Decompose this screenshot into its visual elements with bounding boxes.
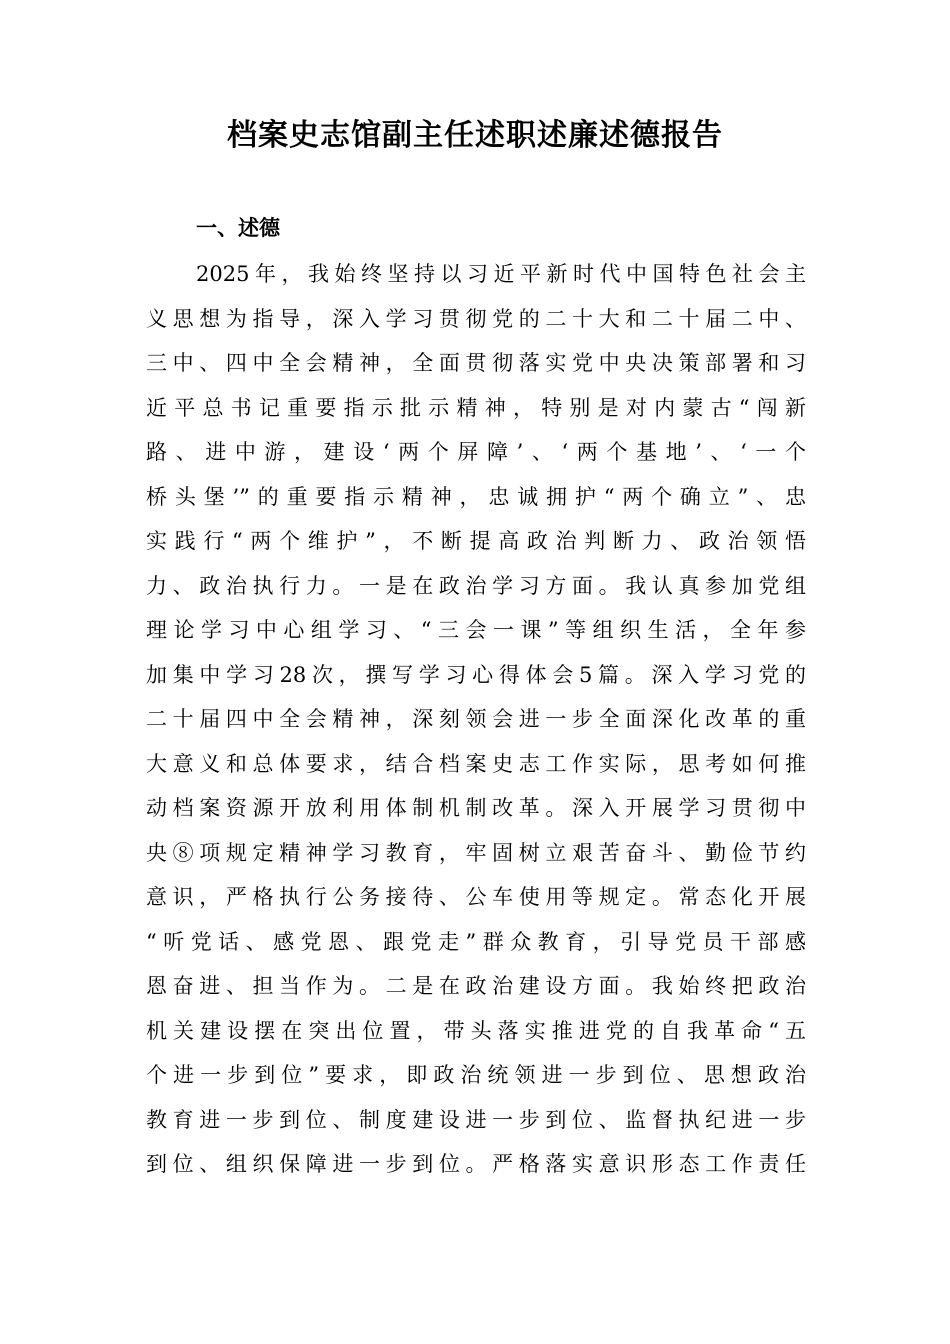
paragraph-line: 力、政治执行力。一是在政治学习方面。我认真参加党组 bbox=[146, 573, 806, 598]
paragraph-line: 教育进一步到位、制度建设进一步到位、监督执纪进一步 bbox=[146, 1107, 806, 1132]
paragraph-line: 机关建设摆在突出位置，带头落实推进党的自我革命“五 bbox=[146, 1018, 806, 1043]
paragraph-line: 理论学习中心组学习、“三会一课”等组织生活，全年参 bbox=[146, 618, 806, 642]
paragraph-line: 三中、四中全会精神，全面贯彻落实党中央决策部署和习 bbox=[146, 351, 806, 375]
paragraph-line: 个进一步到位”要求，即政治统领进一步到位、思想政治 bbox=[146, 1063, 806, 1087]
body-paragraph bbox=[146, 252, 806, 1187]
paragraph-line: “听党话、感党恩、跟党走”群众教育，引导党员干部感 bbox=[146, 929, 806, 954]
paragraph-line: 动档案资源开放利用体制机制改革。深入开展学习贯彻中 bbox=[146, 796, 806, 820]
paragraph-line: 实践行“两个维护”，不断提高政治判断力、政治领悟 bbox=[146, 529, 806, 553]
paragraph-line: 2025年，我始终坚持以习近平新时代中国特色社会主 bbox=[196, 262, 806, 286]
paragraph-line: 到位、组织保障进一步到位。严格落实意识形态工作责任 bbox=[146, 1152, 806, 1176]
paragraph-line: 桥头堡’”的重要指示精神，忠诚拥护“两个确立”、忠 bbox=[146, 484, 806, 509]
paragraph-line: 恩奋进、担当作为。二是在政治建设方面。我始终把政治 bbox=[146, 974, 806, 998]
paragraph-line: 大意义和总体要求，结合档案史志工作实际，思考如何推 bbox=[146, 751, 806, 776]
paragraph-line: 加集中学习28次，撰写学习心得体会5篇。深入学习党的 bbox=[146, 662, 806, 687]
section-heading: 一、述德 bbox=[196, 216, 280, 240]
paragraph-line: 意识，严格执行公务接待、公车使用等规定。常态化开展 bbox=[146, 885, 806, 909]
paragraph-line: 央⑧项规定精神学习教育，牢固树立艰苦奋斗、勤俭节约 bbox=[146, 840, 806, 865]
paragraph-line: 义思想为指导，深入学习贯彻党的二十大和二十届二中、 bbox=[146, 306, 806, 331]
paragraph-line: 二十届四中全会精神，深刻领会进一步全面深化改革的重 bbox=[146, 707, 806, 731]
paragraph-line: 近平总书记重要指示批示精神，特别是对内蒙古“闯新 bbox=[146, 395, 806, 420]
paragraph-line: 路、进中游，建设‘两个屏障’、‘两个基地’、‘一个 bbox=[146, 440, 806, 464]
document-title: 档案史志馆副主任述职述廉述德报告 bbox=[227, 118, 723, 153]
